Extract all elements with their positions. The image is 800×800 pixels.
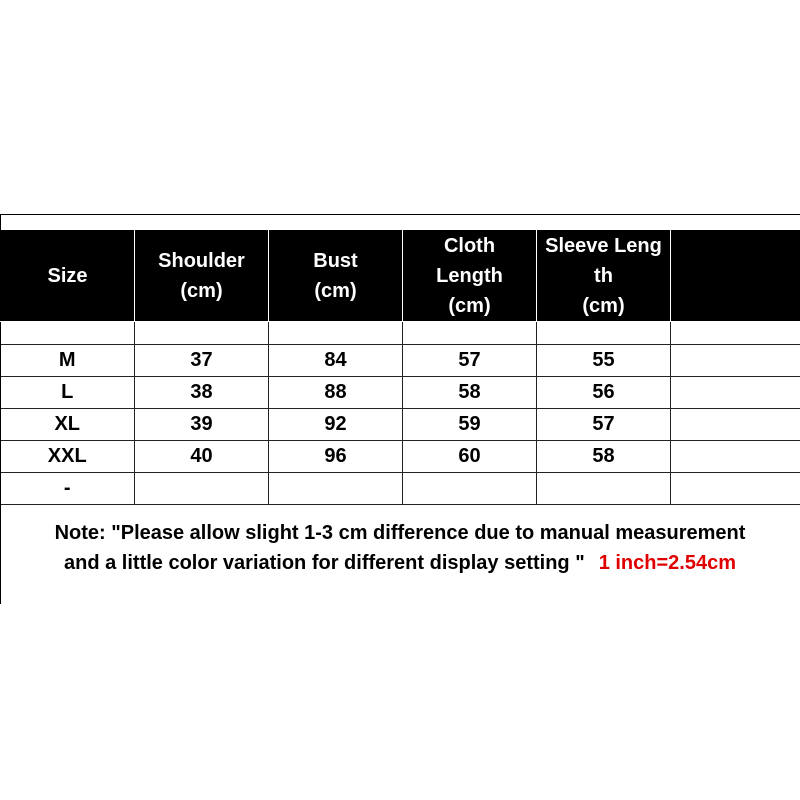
table-cell bbox=[403, 473, 537, 505]
table-cell bbox=[671, 345, 800, 377]
size-cell: - bbox=[1, 473, 135, 505]
table-cell bbox=[671, 377, 800, 409]
header-size: Size bbox=[1, 231, 135, 322]
table-row bbox=[1, 322, 800, 345]
table-cell bbox=[135, 322, 269, 345]
shoulder-cell: 40 bbox=[135, 441, 269, 473]
size-cell: XL bbox=[1, 409, 135, 441]
table-cell bbox=[1, 322, 135, 345]
size-chart-table bbox=[0, 230, 800, 505]
table-cell bbox=[671, 441, 800, 473]
inch-conversion: 1 inch=2.54cm bbox=[598, 552, 736, 574]
table-row bbox=[1, 473, 800, 505]
header-cloth-length: Cloth Length (cm) bbox=[403, 231, 537, 322]
cloth-length-cell: 58 bbox=[403, 377, 537, 409]
cloth-length-cell: 60 bbox=[403, 441, 537, 473]
shoulder-cell: 39 bbox=[135, 409, 269, 441]
table-cell bbox=[671, 409, 800, 441]
note-line-2 bbox=[0, 548, 800, 578]
cloth-length-cell: 59 bbox=[403, 409, 537, 441]
note-line-1: Note: "Please allow slight 1-3 cm difference due to manual measurement bbox=[54, 522, 746, 544]
table-cell bbox=[403, 322, 537, 345]
table-cell bbox=[537, 473, 671, 505]
header-shoulder: Shoulder (cm) bbox=[135, 231, 269, 322]
bust-cell: 92 bbox=[269, 409, 403, 441]
table-header-row bbox=[1, 231, 800, 322]
measurement-note bbox=[0, 518, 800, 578]
sleeve-length-cell: 58 bbox=[537, 441, 671, 473]
bust-cell: 88 bbox=[269, 377, 403, 409]
table-row bbox=[1, 345, 800, 377]
table-row bbox=[1, 377, 800, 409]
bust-cell: 84 bbox=[269, 345, 403, 377]
header-bust: Bust (cm) bbox=[269, 231, 403, 322]
table-row bbox=[1, 409, 800, 441]
cloth-length-cell: 57 bbox=[403, 345, 537, 377]
header-empty bbox=[671, 231, 800, 322]
table-cell bbox=[135, 473, 269, 505]
shoulder-cell: 37 bbox=[135, 345, 269, 377]
size-cell: L bbox=[1, 377, 135, 409]
shoulder-cell: 38 bbox=[135, 377, 269, 409]
sleeve-length-cell: 56 bbox=[537, 377, 671, 409]
sleeve-length-cell: 55 bbox=[537, 345, 671, 377]
table-row bbox=[1, 441, 800, 473]
size-cell: XXL bbox=[1, 441, 135, 473]
sleeve-length-cell: 57 bbox=[537, 409, 671, 441]
header-sleeve-length: Sleeve Leng th (cm) bbox=[537, 231, 671, 322]
table-cell bbox=[671, 473, 800, 505]
table-cell bbox=[671, 322, 800, 345]
size-cell: M bbox=[1, 345, 135, 377]
table-cell bbox=[269, 473, 403, 505]
bust-cell: 96 bbox=[269, 441, 403, 473]
table-cell bbox=[537, 322, 671, 345]
table-cell bbox=[269, 322, 403, 345]
note-line-2-text: and a little color variation for different display setting " bbox=[64, 552, 585, 574]
